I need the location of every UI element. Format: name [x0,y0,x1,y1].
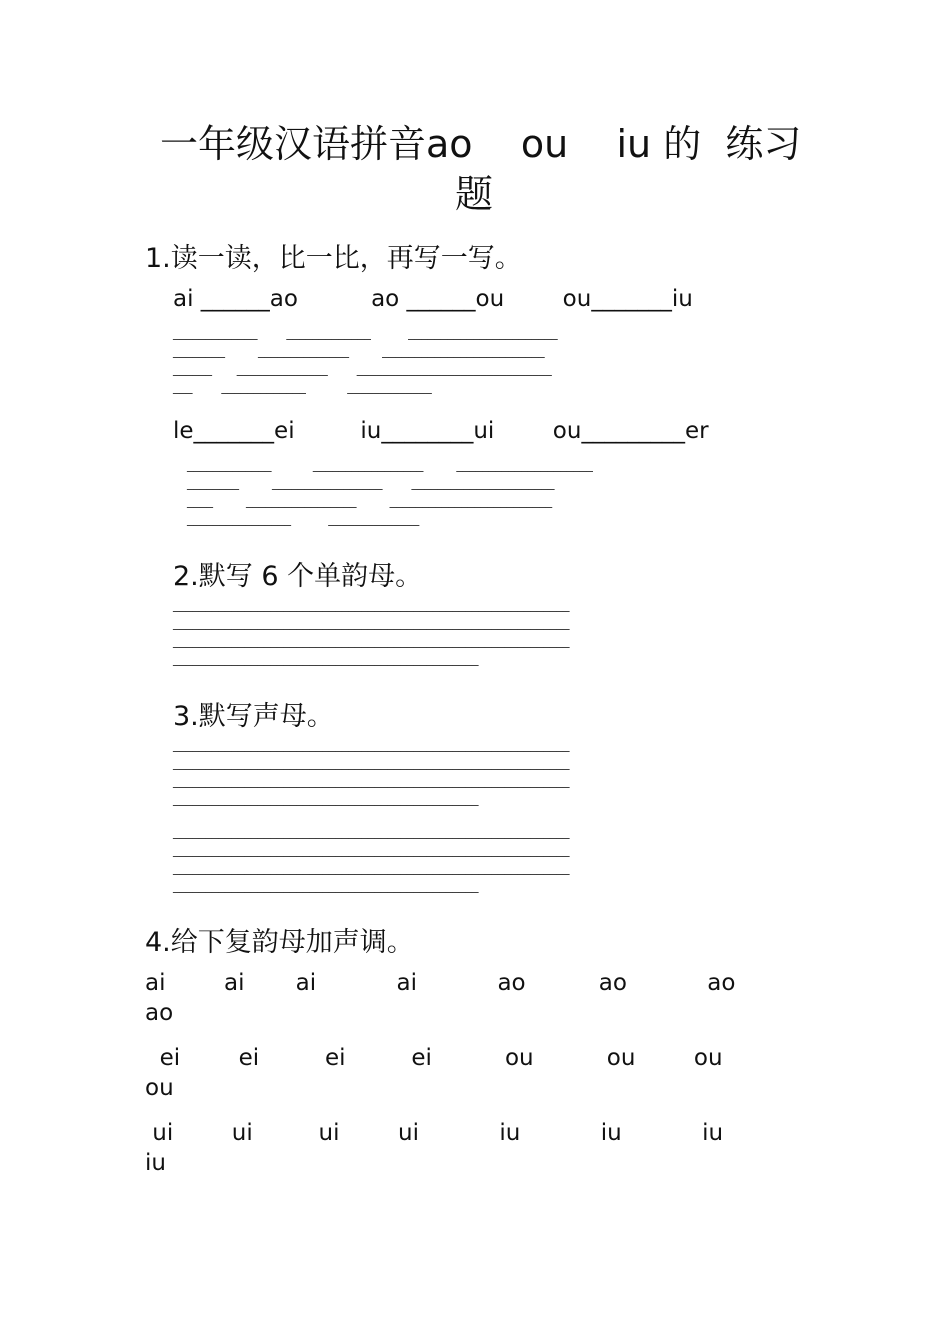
answer-line: _____________________________________________________________ [173,843,570,858]
question-1-row-1: ai ______ao ao ______ou ou_______iu [173,286,693,312]
tone-row-1: ai ai ai ai ao ao ao [145,970,736,996]
answer-line: ____ _________________ _________________________ [187,494,553,509]
answer-line: _______________________________________________ [173,879,479,894]
question-4-heading: 4.给下复韵母加声调。 [145,927,414,958]
question-2-heading: 2.默写 6 个单韵母。 [173,561,423,592]
answer-line: _____________________________________________________________ [173,738,570,753]
answer-line: _______________________________________________ [173,652,479,667]
tone-row-2: ei ei ei ei ou ou ou [145,1045,723,1071]
answer-line: ________ ______________ _________________________ [173,344,545,359]
answer-line: _____________________________________________________________ [173,861,570,876]
answer-line: ___ _____________ _____________ [173,380,432,395]
question-1-heading: 1.读一读，比一比，再写一写。 [145,243,522,274]
answer-line: _______________________________________________ [173,792,479,807]
answer-line: _____________________________________________________________ [173,756,570,771]
answer-line: _____________________________________________________________ [173,616,570,631]
answer-line: ________________ ______________ [187,512,420,527]
tone-row-2-wrap: ou [145,1075,174,1101]
answer-line: ______ ______________ ______________________________ [173,362,552,377]
question-3-heading: 3.默写声母。 [173,701,334,732]
answer-line: _____________________________________________________________ [173,774,570,789]
answer-line: _____________________________________________________________ [173,598,570,613]
question-1-row-2: le_______ei iu________ui ou_________er [173,418,709,444]
answer-line: _____________ _________________ _____________________ [187,458,593,473]
tone-row-3: ui ui ui ui iu iu iu [145,1120,724,1146]
tone-row-3-wrap: iu [145,1150,166,1176]
answer-line: _____________ _____________ _______________________ [173,326,558,341]
tone-row-1-wrap: ao [145,1000,174,1026]
page-title-line-1: 一年级汉语拼音ao ou iu 的 练习 [160,122,802,166]
answer-line: _____________________________________________________________ [173,634,570,649]
page-title-line-2: 题 [455,172,494,216]
answer-line: _____________________________________________________________ [173,825,570,840]
answer-line: ________ _________________ ______________________ [187,476,555,491]
